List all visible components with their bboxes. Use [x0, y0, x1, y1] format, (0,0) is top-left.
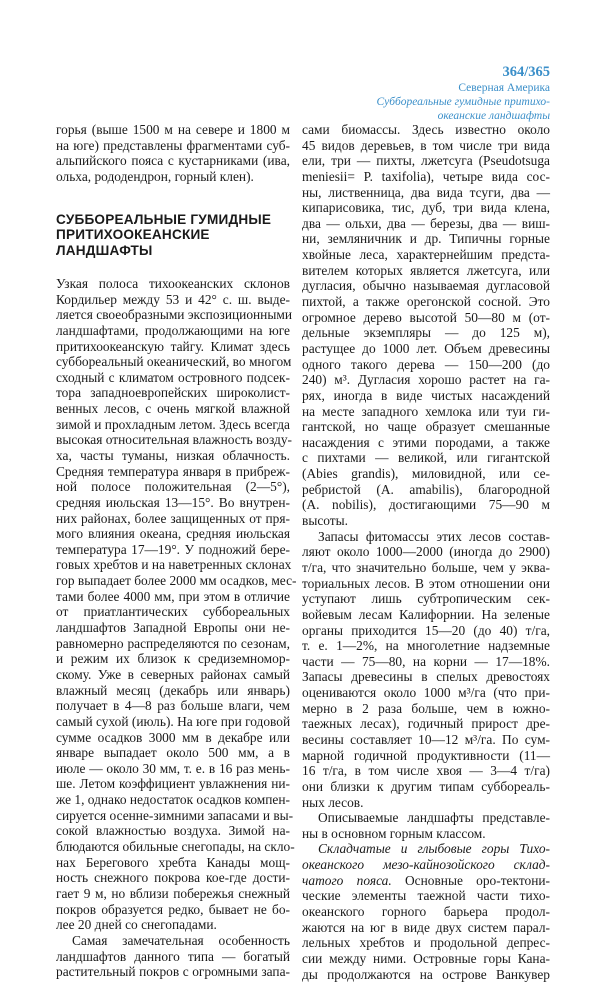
text-line: 240) м³. Дугласия хорошо растет на га-	[302, 372, 550, 388]
text-line: уступают лишь субтропическим сек-	[302, 591, 550, 607]
text-line: ландшафтами, продолжающими на юге	[56, 322, 290, 338]
text-line: Самая замечательная особенность	[72, 932, 290, 948]
text-line: океанского горного барьера продол-	[302, 904, 550, 920]
text-line: ность снежного покрова кое-где дости-	[56, 870, 290, 886]
text-line: блюдаются обильные снегопады, на скло-	[56, 839, 295, 855]
heading-line: ЛАНДШАФТЫ	[56, 243, 153, 259]
text-line: гает 9 м, но вблизи побережья снежный	[56, 885, 290, 901]
text-line: скому. Уже в северных районах самый	[56, 666, 290, 682]
text-line: ольха, рододендрон, горный клен).	[56, 168, 254, 184]
text-line: гор выпадает более 2000 мм осадков, мес-	[56, 573, 297, 589]
text-line: ни, земляничник и др. Типичны горные	[302, 231, 550, 247]
text-line	[302, 873, 550, 889]
text-line: растущее до 1000 лет. Объем древесины	[302, 340, 550, 356]
text-line: ляют около 1000—2000 (иногда до 2900)	[302, 544, 550, 560]
paragraph	[302, 841, 550, 982]
text-line: суббореальный океанический, во многом	[56, 354, 292, 370]
text-line	[302, 857, 550, 873]
text-line: ляется своеобразными экспозиционными	[56, 307, 292, 323]
italic-text: чатого пояса.	[302, 872, 392, 888]
running-header-section: Северная Америка	[458, 82, 550, 94]
text-line: на месте западного хемлока или туи ги-	[302, 403, 550, 419]
text-line: средняя июльская 13—15°. Во внутрен-	[56, 494, 290, 510]
text-line: на юге) представлены фрагментами суб-	[56, 137, 290, 153]
text-line: зимой и прохладным летом. Здесь всегда	[56, 416, 290, 432]
text-line: 16 т/га, в том числе хвоя — 3—4 т/га)	[302, 763, 550, 779]
text-line: жаются на юг в виде двух систем парал-	[302, 919, 550, 935]
text-line: дугласия, обычно называемая дугласовой	[302, 278, 550, 294]
text-line: Кордильер между 53 и 42° с. ш. выде-	[56, 291, 290, 307]
text-line: они близки к другим типам суббореаль-	[302, 778, 550, 794]
text-line: Запасы фитомассы этих лесов состав-	[318, 528, 550, 544]
text-line: же 1, однако недостаток осадков компен-	[56, 792, 290, 808]
text-line: них районах, более защищенных от пря-	[56, 510, 290, 526]
text-line: дельные экземпляры — до 125 м),	[302, 325, 550, 341]
paragraph	[302, 122, 550, 529]
text-line: январе выпадает около 500 мм, а в	[56, 745, 290, 761]
left-column	[56, 122, 297, 980]
text-line: тора западноевропейских широколист-	[56, 385, 290, 401]
text-line: венных лесов, с очень мягкой влажной	[56, 401, 290, 417]
page-number: 364/365	[502, 64, 550, 80]
text-line: июле — около 30 мм, т. е. в 16 раз мень-	[56, 760, 290, 776]
text-line: равномерно распределяются по сезонам,	[56, 635, 290, 651]
text-line: лельных хребтов и продольной депрес-	[302, 935, 550, 951]
text-line: с пихтами — великой, или гигантской	[302, 450, 550, 466]
text-line: лее 20 дней со снегопадами.	[56, 917, 217, 933]
text-line: мого влияния океана, средняя июльская	[56, 526, 290, 542]
running-header-subsection: Суббореальные гумидные притихо-	[376, 96, 550, 108]
text-line: ториальных лесов. В этом отношении они	[302, 575, 550, 591]
text-line: сируется осенне-зимними запасами и вы-	[56, 807, 294, 823]
text-line: сумме осадков 3000 мм в декабре или	[56, 729, 290, 745]
running-header-subsection: океанские ландшафты	[437, 110, 550, 122]
text-line: ны в основном горным классом.	[302, 825, 486, 841]
right-column	[302, 122, 550, 982]
text-line: весины составляет 10—12 м³/га. По сум-	[302, 731, 550, 747]
text-line: влажный месяц (декабрь или январь)	[56, 682, 290, 698]
text-line: огромное дерево высотой 50—80 м (от-	[302, 309, 550, 325]
text-line: Средняя температура января в прибреж-	[56, 463, 290, 479]
text-line: ных лесов.	[302, 794, 364, 810]
text-line: высокая относительная влажность возду-	[56, 432, 292, 448]
text-line: говых хребтов и на наветренных склонах	[56, 557, 292, 573]
text-line: пихтой, а также орегонской сосной. Это	[302, 294, 550, 310]
text-line: сокой влажностью воздуха. Зимой на-	[56, 823, 290, 839]
italic-text: океанского мезо-кайнозойского склад-	[302, 857, 550, 873]
text-line: ландшафтов данного типа — богатый	[56, 948, 290, 964]
text-line: ды продолжаются на острове Ванкувер	[302, 966, 550, 982]
heading-line: СУББОРЕАЛЬНЫЕ ГУМИДНЫЕ	[56, 211, 272, 227]
text-line: ха, часты туманы, низкая облачность.	[56, 448, 290, 463]
text-line: и режим их близок к средиземномор-	[56, 651, 290, 667]
heading-line: ПРИТИХООКЕАНСКИЕ	[56, 227, 210, 243]
text-line: сии между ними. Островные горы Кана-	[302, 950, 550, 966]
text-line: насаждения с этими породами, а также	[302, 434, 550, 450]
text-line: высоты.	[302, 513, 348, 529]
text-line: 45 видов деревьев, в том числе три вида	[302, 137, 550, 153]
text-line: кипарисовика, тис, дуб, три вида клена,	[302, 200, 550, 216]
text-line: от приатлантических суббореальных	[56, 604, 290, 620]
text-line: мерно в 2 раза больше, чем в южно-	[302, 700, 550, 716]
italic-text: Складчатые и глыбовые горы Тихо-	[318, 841, 550, 857]
text-line: марной годичной продуктивности (11—	[302, 747, 550, 763]
text-line: тами более 4000 мм, при этом в отличие	[56, 588, 290, 604]
text-line: сходный с климатом островного подсек-	[56, 369, 290, 385]
text-line: оцениваются около 1000 м³/га (что при-	[302, 685, 550, 701]
text-line: таежных лесах), годичный прирост дре-	[302, 716, 550, 732]
text-line: ной полосе положительная (2—5°),	[56, 479, 290, 495]
text-line: (Abies grandis), миловидной, или се-	[302, 466, 550, 482]
paragraph	[56, 275, 297, 933]
text-line: ше. Летом коэффициент увлажнения ни-	[56, 776, 290, 792]
paragraph	[302, 810, 550, 841]
text-line: ели, три — пихты, лжетсуга (Pseudotsuga	[302, 153, 550, 169]
text-line: сами биомассы. Здесь известно около	[302, 122, 550, 137]
text-line: ческие элементы таежной части тихо-	[302, 888, 550, 904]
text-line: горья (выше 1500 м на севере и 1800 м	[56, 122, 290, 137]
text-line: Описываемые ландшафты представле-	[318, 810, 550, 826]
text-line: температура 17—19°. У подножий бере-	[56, 541, 290, 557]
paragraph	[56, 933, 290, 980]
text-line: т. е. 1—2%, на многолетние надземные	[302, 638, 550, 654]
text-line: части — 75—80, на корни — 17—18%.	[302, 653, 550, 669]
text-line: Узкая полоса тихоокеанских склонов	[56, 275, 290, 291]
text-line: т/га, что значительно больше, чем у эква-	[302, 559, 550, 575]
text-line: вителем которых является лжетсуга, или	[302, 262, 550, 278]
text-line: ны, лиственница, два вида тсуги, два —	[302, 184, 550, 200]
text-line: ландшафтов Западной Европы они не-	[56, 620, 290, 636]
text-line: одного такого дерева — 150—200 (до	[302, 356, 550, 372]
section-heading	[56, 212, 290, 259]
text-line: нах Берегового хребта Канады мощ-	[56, 854, 290, 870]
paragraph	[302, 529, 550, 811]
text-line: meniesii= P. taxifolia), четыре вида сос-	[302, 168, 550, 184]
text-line: растительный покров с огромными запа-	[56, 964, 290, 980]
text-line: ребристой (A. amabilis), благородной	[302, 481, 550, 497]
text-line: два — ольхи, два — березы, два — виш-	[302, 215, 550, 231]
text-line: рях, иногда в виде чистых насаждений	[302, 387, 550, 403]
text-line: притихоокеанскую тайгу. Климат здесь	[56, 338, 290, 354]
text-line: хвойные леса, характернейшим предста-	[302, 247, 550, 263]
paragraph	[56, 122, 290, 185]
text-line: Запасы древесины в спелых древостоях	[302, 669, 550, 685]
text-line: альпийского пояса с кустарниками (ива,	[56, 153, 290, 169]
text-line: гантской, но чаще образует смешанные	[302, 419, 550, 435]
text-line: покров образуется редко, бывает не бо-	[56, 901, 290, 917]
text-line: органы приходится 15—20 (до 40) т/га,	[302, 622, 550, 638]
text-run: Основные оро-тектони-	[391, 872, 550, 888]
text-line: войевым лесам Калифорнии. На зеленые	[302, 606, 550, 622]
text-line: самый сухой (июль). На юге при годовой	[56, 713, 291, 729]
text-line: получает в 4—8 раз больше влаги, чем	[56, 698, 290, 714]
text-line: (A. nobilis), достигающими 75—90 м	[302, 497, 550, 513]
text-line	[302, 841, 550, 857]
